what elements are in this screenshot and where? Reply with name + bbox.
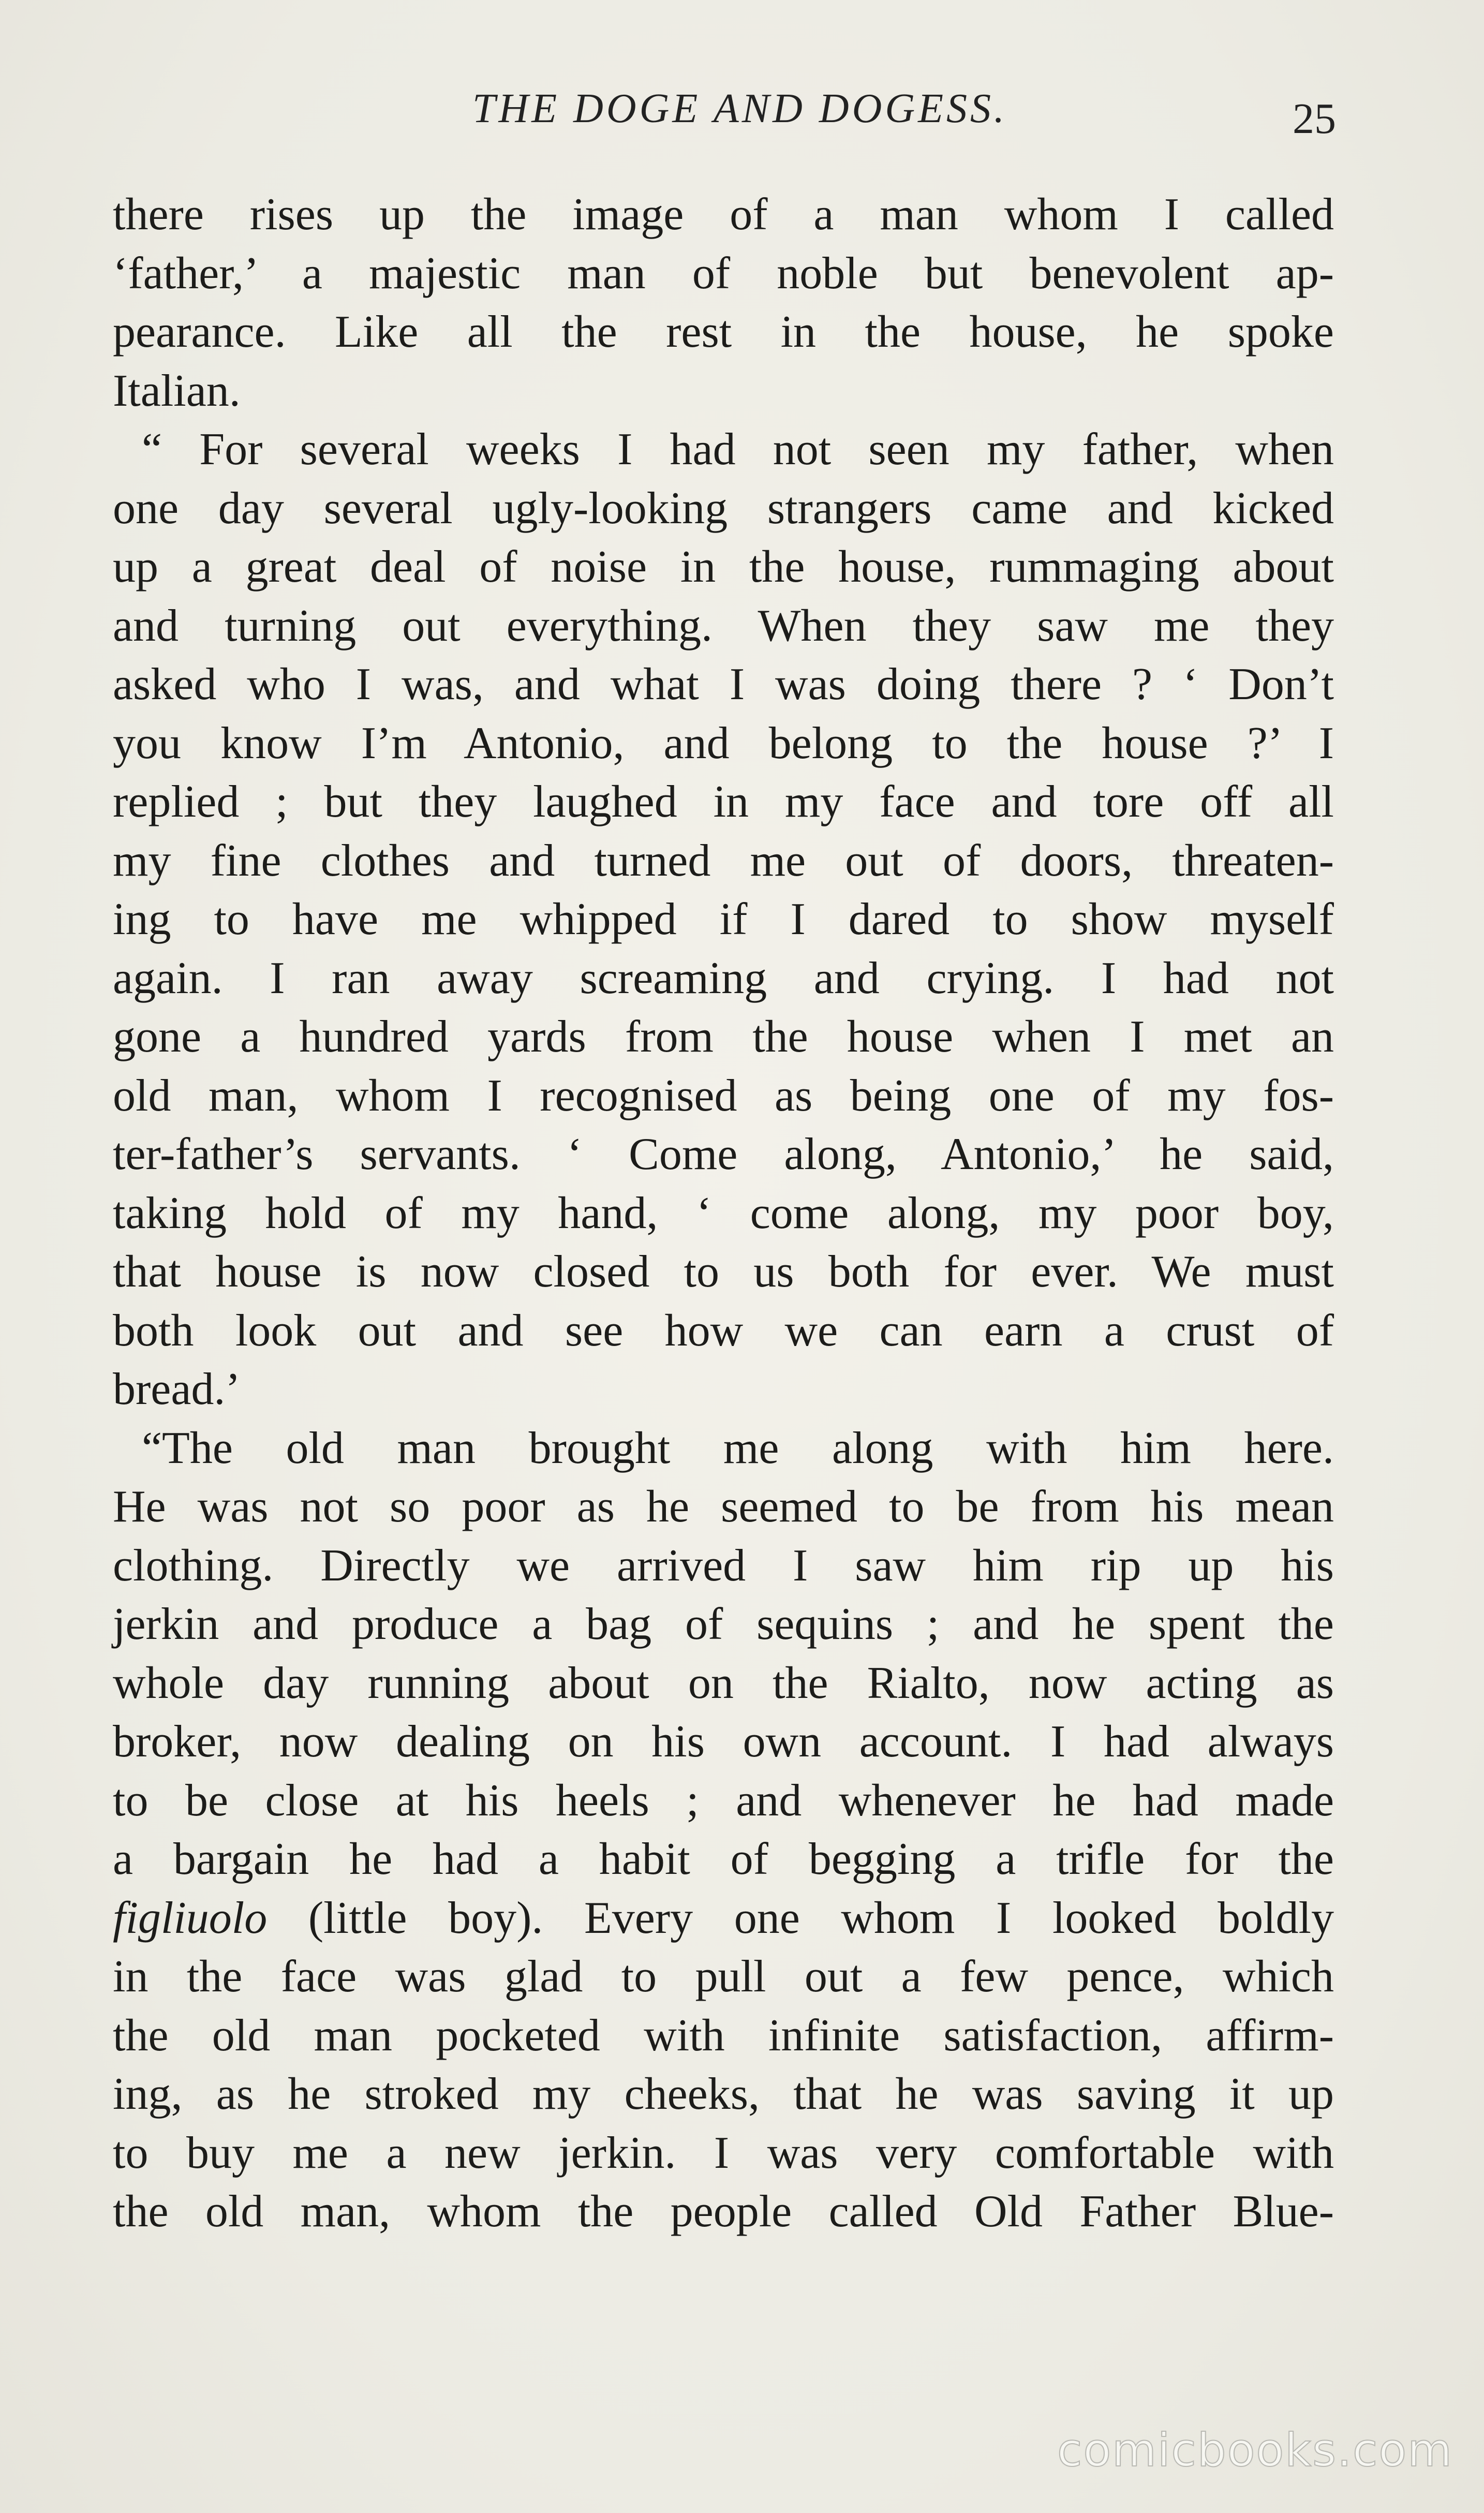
text-line: replied ; but they laughed in my face and tore off all: [113, 777, 1334, 827]
text-line: that house is now closed to us both for ever. We must: [113, 1247, 1334, 1297]
text-line: again. I ran away screaming and crying. I had not: [113, 953, 1334, 1003]
text-line: ing, as he stroked my cheeks, that he was saving it up: [113, 2069, 1334, 2119]
text-line: to be close at his heels ; and whenever he had made: [113, 1775, 1334, 1826]
text-line: the old man pocketed with infinite satisfaction, affirm-: [113, 2010, 1334, 2061]
text-line: “The old man brought me along with him here.: [142, 1423, 1334, 1473]
text-line: one day several ugly-looking strangers came and kicked: [113, 483, 1334, 534]
text-line: clothing. Directly we arrived I saw him rip up his: [113, 1540, 1334, 1591]
text-line: both look out and see how we can earn a crust of: [113, 1305, 1334, 1356]
text-line: and turning out everything. When they saw me they: [113, 600, 1334, 651]
text-line: bread.’: [113, 1364, 241, 1414]
text-line: ing to have me whipped if I dared to show myself: [113, 894, 1334, 944]
text-line: to buy me a new jerkin. I was very comfortable with: [113, 2127, 1334, 2178]
text-line: in the face was glad to pull out a few pence, which: [113, 1952, 1334, 2002]
text-line: jerkin and produce a bag of sequins ; and he spent the: [113, 1599, 1334, 1649]
text-line: you know I’m Antonio, and belong to the house ?’ I: [113, 718, 1334, 768]
page-number: 25: [1293, 95, 1336, 143]
text-line-rest: (little boy). Every one whom I looked boldly: [267, 1893, 1334, 1943]
text-line: whole day running about on the Rialto, now acting as: [113, 1658, 1334, 1708]
text-line: broker, now dealing on his own account. I had always: [113, 1717, 1334, 1767]
text-line: up a great deal of noise in the house, rummaging about: [113, 542, 1334, 592]
text-line: asked who I was, and what I was doing there ? ‘ Don’t: [113, 659, 1334, 709]
text-line: a bargain he had a habit of begging a trifle for the: [113, 1834, 1334, 1884]
watermark: comicbooks.com: [1057, 2423, 1453, 2477]
text-line: the old man, whom the people called Old Father Blue-: [113, 2186, 1334, 2237]
text-line: ter-father’s servants. ‘ Come along, Antonio,’ he said,: [113, 1129, 1334, 1179]
body-text: [113, 185, 1334, 2241]
text-line: “ For several weeks I had not seen my father, when: [142, 424, 1334, 475]
text-line: He was not so poor as he seemed to be from his mean: [113, 1482, 1334, 1532]
text-line: pearance. Like all the rest in the house, he spoke: [113, 307, 1334, 357]
text-line: gone a hundred yards from the house when I met an: [113, 1012, 1334, 1062]
text-line: my fine clothes and turned me out of doors, threaten-: [113, 835, 1334, 886]
text-line: there rises up the image of a man whom I called: [113, 189, 1334, 240]
italic-word: figliuolo: [113, 1893, 268, 1943]
text-line: old man, whom I recognised as being one of my fos-: [113, 1070, 1334, 1121]
running-title: THE DOGE AND DOGESS.: [472, 86, 1008, 131]
text-line-with-italic: [113, 1889, 1334, 1948]
text-line: taking hold of my hand, ‘ come along, my poor boy,: [113, 1188, 1334, 1238]
text-line: Italian.: [113, 365, 241, 416]
text-line: ‘father,’ a majestic man of noble but benevolent ap-: [113, 248, 1334, 299]
